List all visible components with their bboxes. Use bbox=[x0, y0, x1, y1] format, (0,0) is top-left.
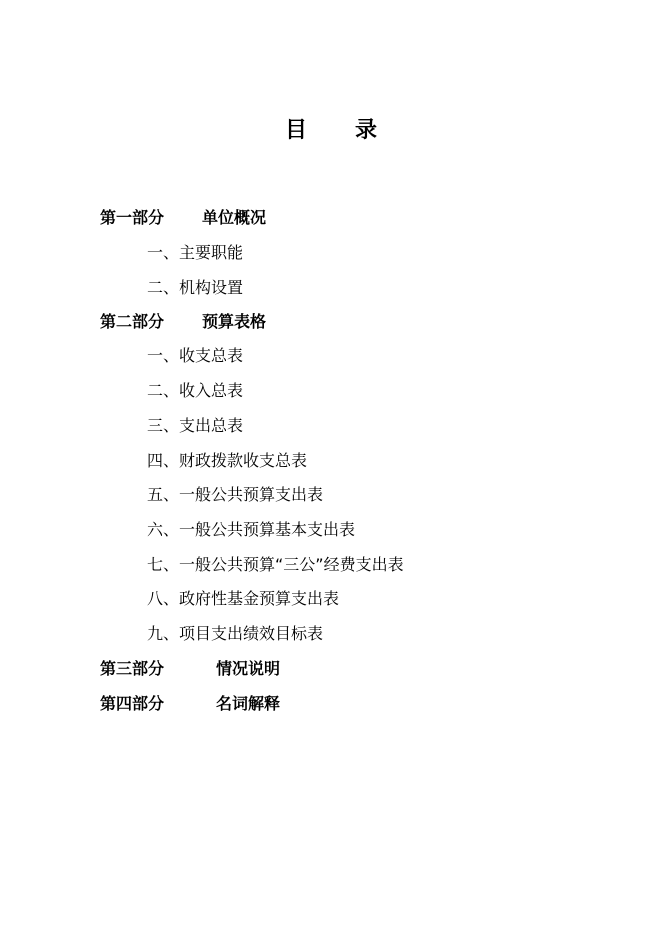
toc-part-number: 第一部分 bbox=[100, 208, 165, 227]
toc-part-number: 第二部分 bbox=[100, 312, 165, 331]
toc-item-label: 八、政府性基金预算支出表 bbox=[147, 589, 340, 608]
toc-part-title: 单位概况 bbox=[202, 208, 267, 227]
toc-item-budget-summary[interactable] bbox=[147, 345, 243, 367]
toc-part-title: 名词解释 bbox=[216, 694, 281, 713]
toc-part-title: 预算表格 bbox=[202, 312, 267, 331]
toc-item-expenditure-summary[interactable] bbox=[147, 415, 243, 437]
toc-item-label: 一、主要职能 bbox=[147, 243, 244, 262]
toc-item-income-summary[interactable] bbox=[147, 380, 243, 402]
toc-item-label: 三、支出总表 bbox=[147, 416, 244, 435]
toc-item-label: 六、一般公共预算基本支出表 bbox=[147, 520, 356, 539]
toc-item-label: 二、机构设置 bbox=[147, 278, 244, 297]
toc-part-number: 第四部分 bbox=[100, 694, 165, 713]
toc-part-number: 第三部分 bbox=[100, 659, 165, 678]
toc-item-government-fund[interactable] bbox=[147, 588, 339, 610]
toc-item-label: 一、收支总表 bbox=[147, 346, 244, 365]
toc-part-title: 情况说明 bbox=[216, 659, 281, 678]
page-title: 目录 bbox=[284, 118, 425, 143]
toc-item-three-public-expenses[interactable] bbox=[147, 554, 404, 576]
toc-item-label: 五、一般公共预算支出表 bbox=[147, 485, 324, 504]
toc-item-label: 七、一般公共预算“三公”经费支出表 bbox=[147, 555, 404, 574]
toc-part-2[interactable] bbox=[100, 311, 266, 333]
toc-item-basic-expenditure[interactable] bbox=[147, 519, 355, 541]
toc-item-organization[interactable] bbox=[147, 277, 243, 299]
toc-part-3[interactable] bbox=[100, 658, 280, 680]
toc-item-label: 二、收入总表 bbox=[147, 381, 244, 400]
toc-item-general-budget-expenditure[interactable] bbox=[147, 484, 323, 506]
toc-item-performance-targets[interactable] bbox=[147, 623, 323, 645]
toc-item-label: 四、财政拨款收支总表 bbox=[147, 451, 308, 470]
toc-item-fiscal-appropriation[interactable] bbox=[147, 450, 307, 472]
toc-part-1[interactable] bbox=[100, 207, 266, 229]
toc-part-4[interactable] bbox=[100, 693, 280, 715]
toc-item-main-functions[interactable] bbox=[147, 242, 243, 264]
toc-item-label: 九、项目支出绩效目标表 bbox=[147, 624, 324, 643]
